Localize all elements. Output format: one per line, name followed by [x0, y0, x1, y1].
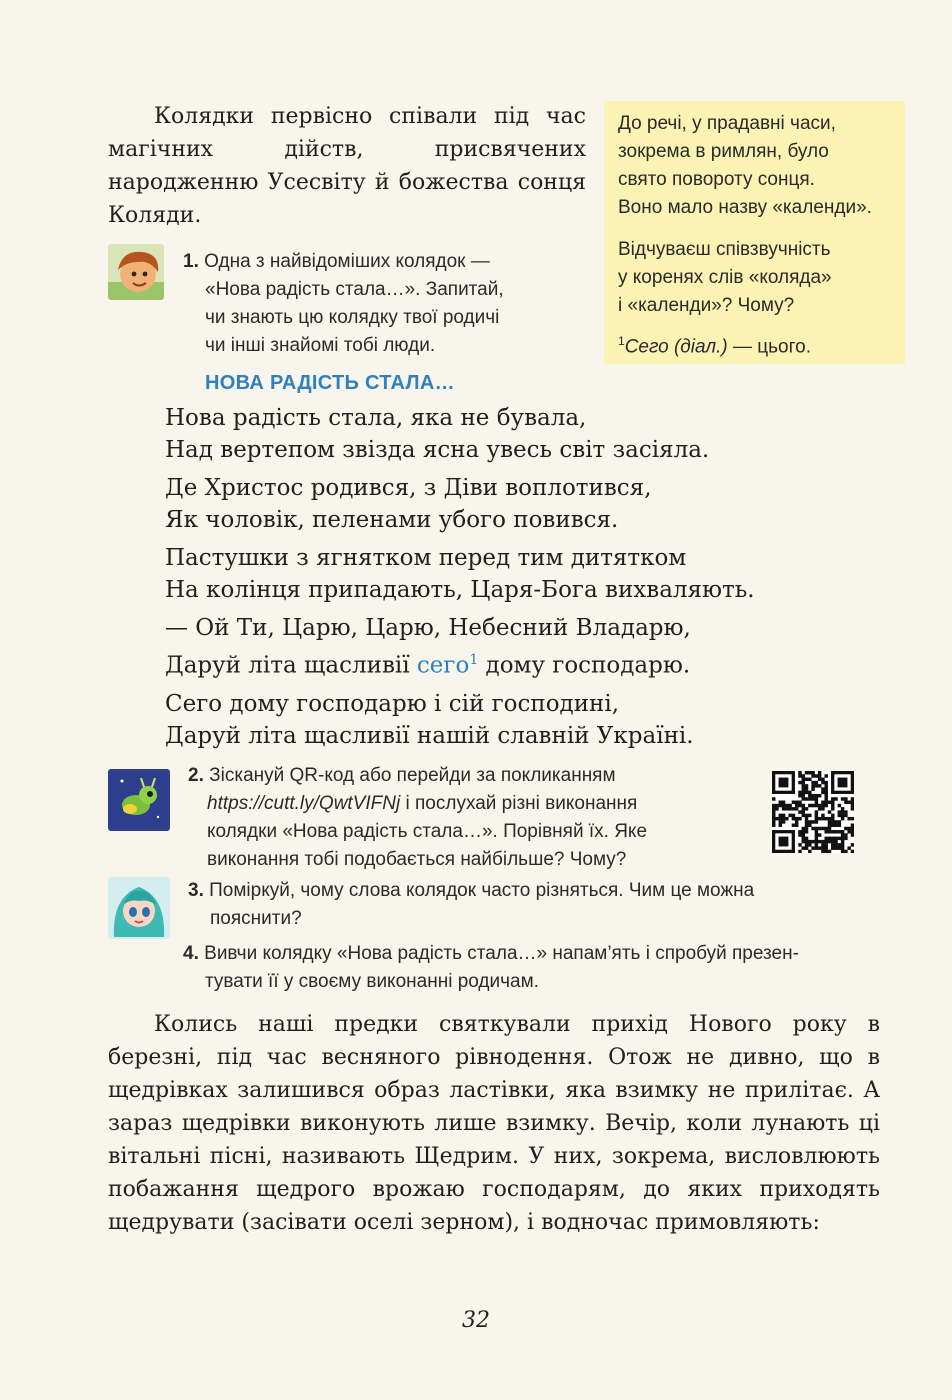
task-3 [188, 877, 754, 933]
task-2-line: виконання тобі подобається найбільше? Чому? [207, 849, 627, 870]
verse-line: Над вертепом звізда ясна увесь світ засіяла. [165, 437, 710, 463]
task-2-link[interactable]: https://cutt.ly/QwtVIFNj [207, 793, 401, 814]
footnote-mark: 1 [618, 334, 625, 348]
verse-line: Пастушки з ягнятком перед тим дитятком [165, 545, 687, 571]
girl-character-icon [108, 877, 170, 939]
footnote-term: Сего (діал.) [624, 336, 728, 358]
outro-text: Колись наші предки святкували прихід Нового року в березні, під час весняного рівнодення. Отож не дивно, що в щедрівках залишився образ ластівки, яка взимку не прилітає. А зараз щедрівки виконують лише взимку. Вечір, коли лунають ці вітальні пісні, називають Щедрим. У них, зокрема, висловлюють побажання щедрого врожаю господарям, до яких приходять щедрувати (засівати оселі зерном), і водночас примовляють: [108, 1012, 880, 1235]
verse-line: — Ой Ти, Царю, Царю, Небесний Владарю, [165, 615, 691, 641]
did-you-know-box [604, 101, 905, 364]
task-1-line: «Нова радість стала…». Запитай, [205, 279, 504, 300]
sidebox-question-line: Відчуваєш співзвучність [618, 239, 831, 260]
verse-line: Даруй літа щасливії нашій славній Україні. [165, 722, 694, 749]
stanza-3 [165, 542, 755, 606]
task-2-line: Зіскануй QR-код або перейди за покликанням [209, 765, 616, 786]
task-4-line: тувати її у своєму виконанні родичам. [205, 971, 539, 992]
intro-paragraph [108, 100, 586, 232]
footnote-ref: 1 [469, 652, 479, 668]
task-4 [183, 940, 799, 996]
footnote [618, 327, 895, 361]
task-1-line: Одна з найвідоміших колядок — [204, 251, 490, 272]
task-3-line: Поміркуй, чому слова колядок часто різняться. Чим це можна [209, 880, 755, 901]
stanza-1 [165, 402, 755, 466]
task-1-line: чи інші знайомі тобі люди. [205, 335, 436, 356]
bug-character-icon [108, 769, 170, 831]
task-2 [188, 762, 647, 874]
sidebox-line: свято повороту сонця. [618, 169, 815, 190]
verse-line [165, 644, 755, 682]
task-4-line: Вивчи колядку «Нова радість стала…» напам’ять і спробуй презен- [204, 943, 799, 964]
verse-line: Нова радість стала, яка не бувала, [165, 405, 587, 431]
task-2-line: колядки «Нова радість стала…». Порівняй їх. Яке [207, 821, 648, 842]
stanza-4 [165, 612, 755, 682]
sidebox-line: Воно мало назву «календи». [618, 197, 872, 218]
footnote-definition: — цього. [727, 336, 811, 358]
task-2-number: 2. [188, 765, 204, 786]
stanza-5 [165, 688, 755, 752]
boy-character-icon [108, 244, 164, 300]
sidebox-question-line: у коренях слів «коляда» [618, 267, 832, 288]
verse-fragment: дому господарю. [478, 652, 691, 679]
verse-line: Де Христос родився, з Діви воплотився, [165, 475, 652, 501]
task-3-number: 3. [188, 880, 204, 901]
task-3-line: пояснити? [210, 908, 302, 929]
outro-paragraph [108, 1008, 880, 1239]
sidebox-line: зокрема в римлян, було [618, 141, 829, 162]
sidebox-question-line: і «календи»? Чому? [618, 295, 795, 316]
verse-fragment: Даруй літа щасливії [165, 652, 417, 679]
task-4-number: 4. [183, 943, 199, 964]
qr-code[interactable] [772, 771, 854, 853]
song-title: НОВА РАДІСТЬ СТАЛА… [205, 372, 455, 394]
song-verses [165, 402, 755, 758]
verse-line: Сего дому господарю і сій господині, [165, 690, 620, 717]
task-1 [183, 248, 504, 360]
stanza-2 [165, 472, 755, 536]
glossary-word: сего [416, 652, 470, 679]
task-2-line: і послухай різні виконання [400, 793, 638, 814]
intro-text: Колядки первісно співали під час магічних дійств, присвячених народженню Усесвіту й божества сонця Коляди. [108, 104, 586, 228]
verse-line: На колінця припадають, Царя-Бога вихваляють. [165, 577, 755, 603]
sidebox-line: До речі, у прадавні часи, [618, 113, 836, 134]
page-number: 32 [462, 1308, 490, 1333]
task-1-number: 1. [183, 251, 199, 272]
task-1-line: чи знають цю колядку твої родичі [205, 307, 500, 328]
verse-line: Як чоловік, пеленами убого повився. [165, 507, 619, 533]
